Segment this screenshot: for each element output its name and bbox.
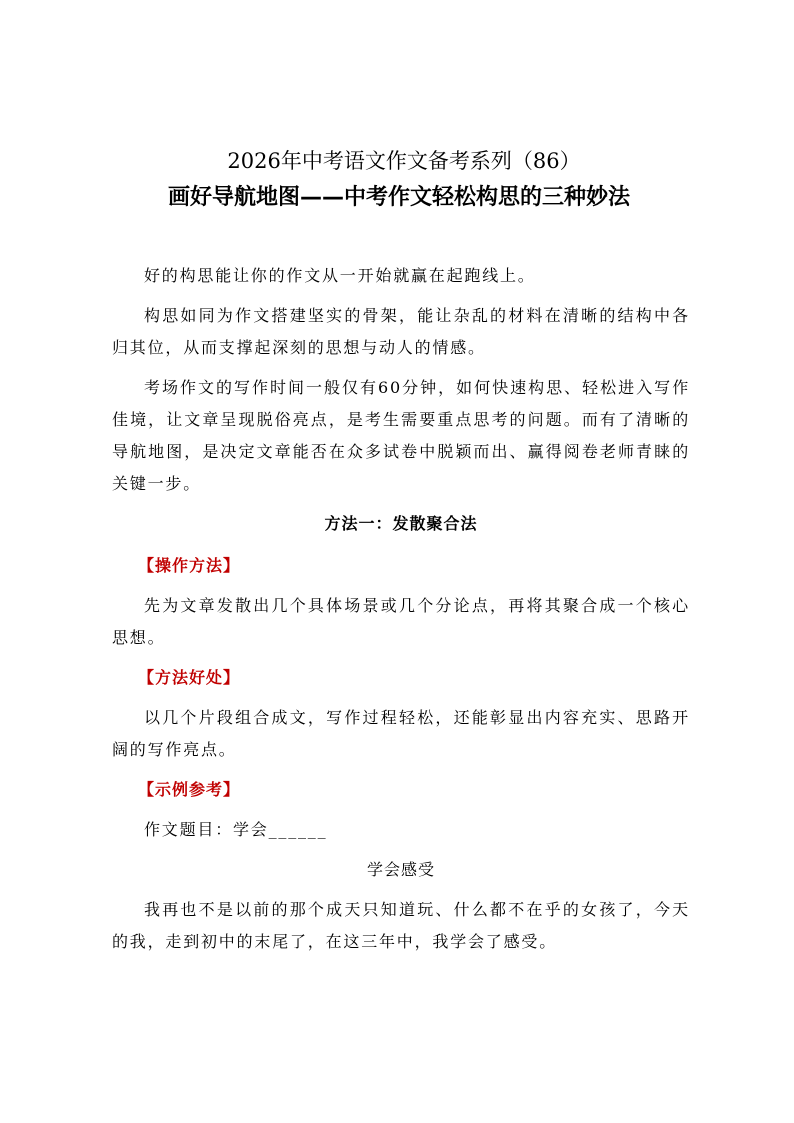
- benefit-tag: 【方法好处】: [138, 668, 241, 687]
- example-essay-title: 学会感受: [366, 860, 435, 879]
- intro-paragraph-1: 好的构思能让你的作文从一开始就赢在起跑线上。: [144, 266, 536, 285]
- series-title: 2026年中考语文作文备考系列（86）: [227, 149, 581, 173]
- operation-text: 先为文章发散出几个具体场景或几个分论点，再将其聚合成一个核心思想。: [112, 596, 690, 647]
- operation-tag: 【操作方法】: [138, 556, 241, 575]
- intro-paragraph-3: 考场作文的写作时间一般仅有60分钟，如何快速构思、轻松进入写作佳境，让文章呈现脱俗亮点，是考生需要重点思考的问题。而有了清晰的导航地图，是决定文章能否在众多试卷中脱颖而出、赢得阅卷老师青睐的关键一步。: [112, 378, 690, 493]
- intro-paragraph-2: 构思如同为作文搭建坚实的骨架，能让杂乱的材料在清晰的结构中各归其位，从而支撑起深刻的思想与动人的情感。: [112, 306, 690, 357]
- example-paragraph-1: 我再也不是以前的那个成天只知道玩、什么都不在乎的女孩了，今天的我，走到初中的末尾了，在这三年中，我学会了感受。: [112, 900, 690, 951]
- method1-title: 方法一：发散聚合法: [324, 514, 478, 533]
- document-body: [112, 260, 690, 966]
- benefit-text: 以几个片段组合成文，写作过程轻松，还能彰显出内容充实、思路开阔的写作亮点。: [112, 708, 690, 759]
- main-title: 画好导航地图——中考作文轻松构思的三种妙法: [167, 185, 630, 210]
- example-prompt: 作文题目：学会______: [144, 820, 328, 839]
- example-tag: 【示例参考】: [138, 780, 241, 799]
